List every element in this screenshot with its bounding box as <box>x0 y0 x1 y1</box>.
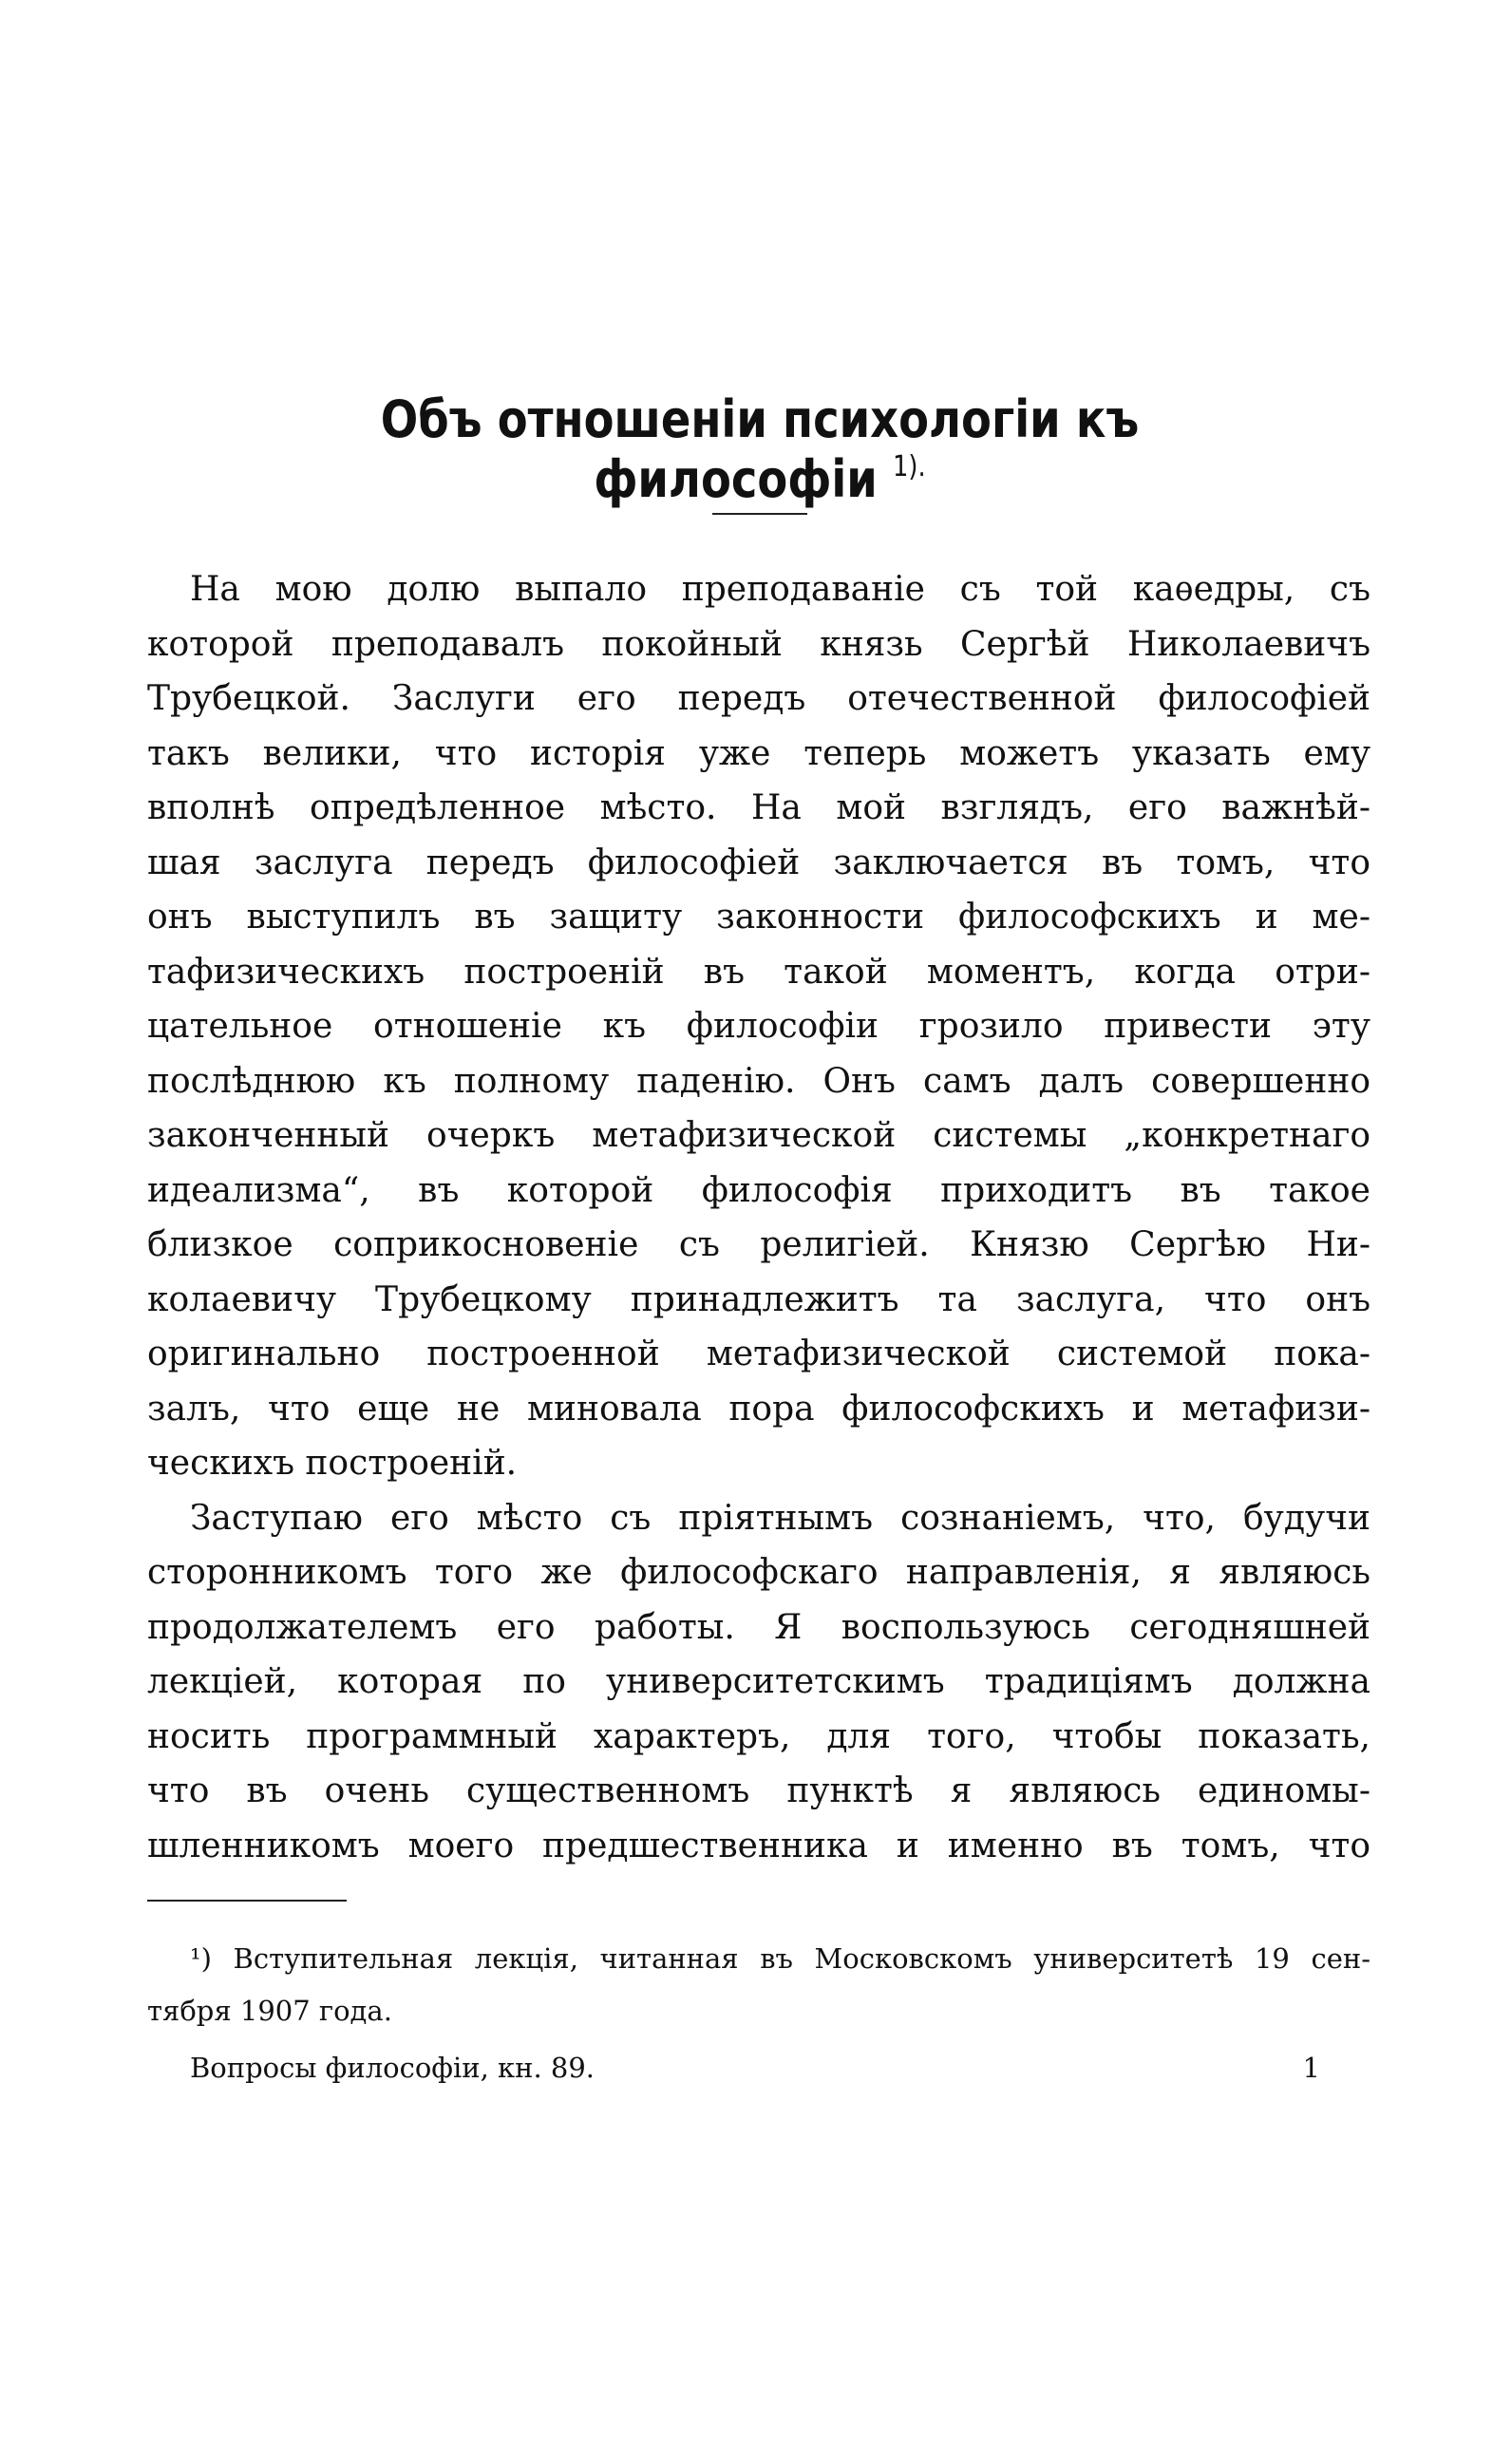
text-line: шленникомъ моего предшественника и именно въ томъ, что <box>147 1826 1370 1865</box>
text-line: законченный очеркъ метафизической системы „конкретнаго <box>147 1116 1370 1155</box>
text-line: тафизическихъ построенiй въ такой моментъ, когда отри- <box>147 952 1370 992</box>
text-line: продолжателемъ его работы. Я воспользуюсь сегодняшней <box>147 1607 1370 1647</box>
footnote-divider <box>147 1900 347 1902</box>
journal-signature: Вопросы философiи, кн. 89. <box>190 2052 595 2084</box>
text-line: онъ выступилъ въ защиту законности философскихъ и ме- <box>147 898 1370 937</box>
text-line: залъ, что еще не миновала пора философскихъ и метафизи- <box>147 1389 1370 1429</box>
text-line: Заступаю его мѣсто съ прiятнымъ сознанiемъ, что, будучи <box>190 1498 1370 1538</box>
title-text: Объ отношенiи психологiи къ философiи <box>380 389 1140 509</box>
text-line: На мою долю выпало преподаванiе съ той каѳедры, съ <box>190 570 1370 609</box>
text-line: что въ очень существенномъ пунктѣ я являюсь единомы- <box>147 1771 1370 1810</box>
sheet-number: 1 <box>1302 2052 1320 2084</box>
text-line: ческихъ построенiй. <box>147 1444 518 1483</box>
text-line: лекцiей, которая по университетскимъ традицiямъ должна <box>147 1662 1370 1701</box>
text-line: цательное отношенiе къ философiи грозило привести эту <box>147 1007 1370 1046</box>
footnote-line: тября 1907 года. <box>147 1995 392 2027</box>
text-line: носить программный характеръ, для того, чтобы показать, <box>147 1716 1370 1756</box>
text-line: оригинально построенной метафизической системой пока- <box>147 1335 1370 1373</box>
text-line: сторонникомъ того же философскаго направленiя, я являюсь <box>147 1553 1370 1592</box>
text-line: которой преподавалъ покойный князь Сергѣй Николаевичъ <box>147 624 1370 664</box>
text-line: идеализма“, въ которой философiя приходитъ въ такое <box>147 1170 1370 1210</box>
text-line: послѣднюю къ полному паденiю. Онъ самъ далъ совершенно <box>147 1061 1370 1101</box>
text-line: вполнѣ опредѣленное мѣсто. На мой взглядъ, его важнѣй- <box>147 788 1370 827</box>
text-line: такъ велики, что исторiя уже теперь можетъ указать ему <box>147 733 1370 773</box>
text-line: Трубецкой. Заслуги его передъ отечественной философiей <box>147 679 1370 718</box>
footnote <box>147 1933 1370 2037</box>
page-title <box>266 389 1255 509</box>
footnote-line: ¹) Вступительная лекцiя, читанная въ Московскомъ университетѣ 19 сен- <box>190 1942 1370 1975</box>
text-line: колаевичу Трубецкому принадлежитъ та заслуга, что онъ <box>147 1279 1370 1319</box>
text-line: близкое соприкосновенiе съ религiей. Князю Сергѣю Ни- <box>147 1225 1370 1264</box>
body-text <box>147 562 1370 1873</box>
printer-signature <box>190 2052 1320 2084</box>
text-line: шая заслуга передъ философiей заключается въ томъ, что <box>147 842 1370 882</box>
title-divider <box>712 513 807 515</box>
footnote-reference: 1). <box>893 450 926 483</box>
